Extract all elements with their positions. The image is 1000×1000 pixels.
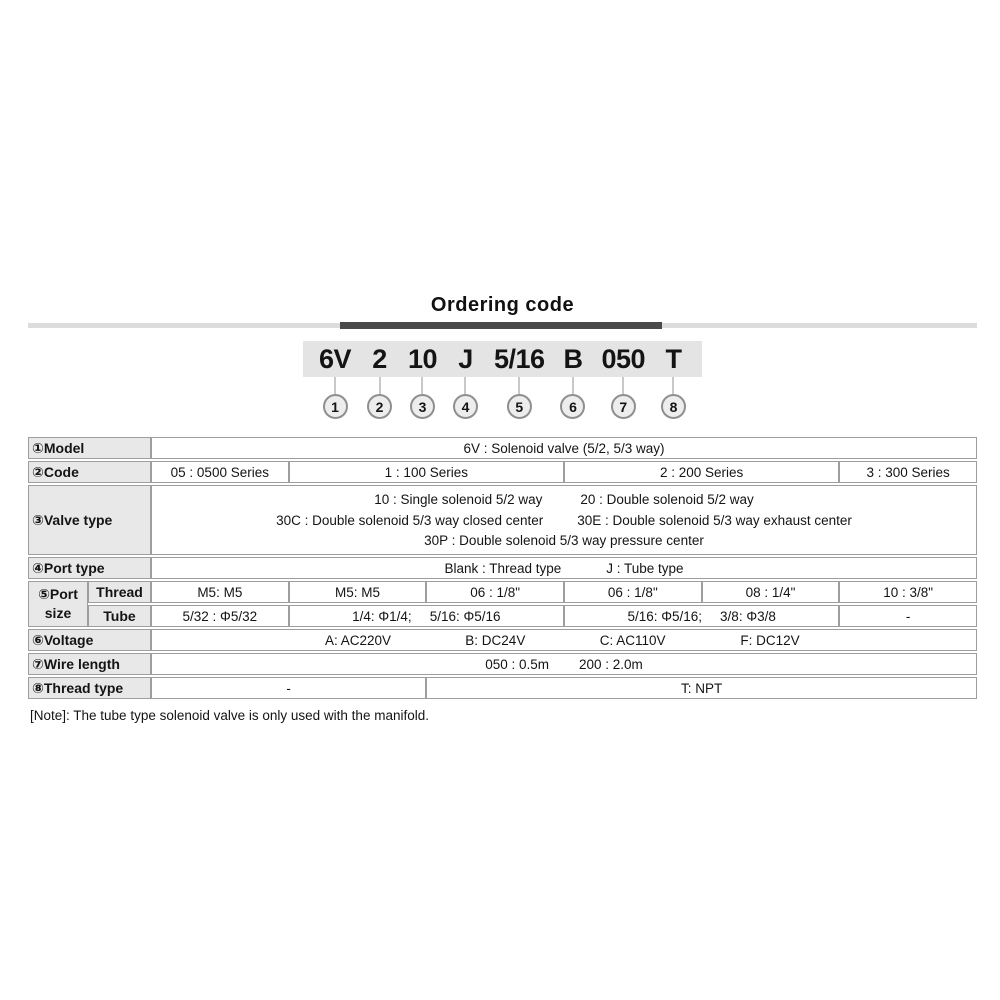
port-type-options — [444, 561, 683, 576]
row-label-model: ①Model — [28, 437, 151, 459]
thread-type-cell: T: NPT — [426, 677, 977, 699]
marker-circle: 7 — [611, 394, 636, 419]
code-segment-text: 10 — [407, 344, 438, 374]
valve-type-option: 30P : Double solenoid 5/3 way pressure center — [424, 533, 704, 549]
tube-size-option: 5/16: Φ5/16 — [429, 608, 501, 624]
voltage-option: C: AC110V — [599, 632, 666, 648]
wire-length-value — [151, 653, 977, 675]
code-segment — [601, 341, 645, 419]
marker-circle: 5 — [507, 394, 532, 419]
code-segment — [494, 341, 545, 419]
code-segment-text: 2 — [372, 344, 387, 374]
code-series-cell: 3 : 300 Series — [839, 461, 977, 483]
tube-size-cell — [564, 605, 839, 627]
tube-size-cell: - — [839, 605, 977, 627]
row-label-valve-type: ③Valve type — [28, 485, 151, 555]
tube-size-option: 1/4: Φ1/4; — [352, 608, 412, 624]
marker-circle: 6 — [560, 394, 585, 419]
model-value: 6V : Solenoid valve (5/2, 5/3 way) — [151, 437, 977, 459]
valve-type-line — [152, 533, 976, 548]
port-size-tube-label: Tube — [88, 605, 151, 627]
connector-line — [518, 377, 520, 394]
row-label-code: ②Code — [28, 461, 151, 483]
wire-length-options — [485, 657, 643, 672]
page-title: Ordering code — [430, 294, 575, 316]
port-type-option: Blank : Thread type — [444, 560, 562, 576]
ordering-code-table — [28, 437, 977, 699]
connector-line — [379, 377, 381, 394]
thread-size-cell: 08 : 1/4" — [702, 581, 840, 603]
tube-size-cell — [289, 605, 564, 627]
marker-circle: 1 — [323, 394, 348, 419]
tube-size-option: 3/8: Φ3/8 — [720, 608, 776, 624]
row-label-voltage: ⑥Voltage — [28, 629, 151, 651]
code-segment-text: 5/16 — [493, 344, 545, 374]
thread-size-cell: M5: M5 — [289, 581, 427, 603]
tube-size-option: 5/16: Φ5/16; — [627, 608, 703, 624]
row-label-port-size: ⑤Port size — [28, 581, 88, 627]
code-segment-text: 050 — [601, 344, 646, 374]
valve-type-option: 20 : Double solenoid 5/2 way — [580, 491, 754, 507]
code-segment-text: T — [665, 344, 682, 374]
thread-size-cell: M5: M5 — [151, 581, 289, 603]
tube-size-pair — [352, 609, 500, 624]
code-segment — [661, 341, 686, 419]
code-series-cell: 2 : 200 Series — [564, 461, 839, 483]
ordering-code-strip — [303, 341, 702, 419]
connector-line — [672, 377, 674, 394]
marker-circle: 3 — [410, 394, 435, 419]
row-label-wire-length: ⑦Wire length — [28, 653, 151, 675]
valve-type-option: 10 : Single solenoid 5/2 way — [374, 491, 543, 507]
footnote: [Note]: The tube type solenoid valve is only used with the manifold. — [30, 708, 429, 723]
code-series-cell: 05 : 0500 Series — [151, 461, 289, 483]
connector-line — [334, 377, 336, 394]
voltage-value — [151, 629, 977, 651]
code-segment — [453, 341, 478, 419]
valve-type-line — [152, 513, 976, 528]
thread-size-cell: 10 : 3/8" — [839, 581, 977, 603]
marker-circle: 4 — [453, 394, 478, 419]
port-type-value — [151, 557, 977, 579]
connector-line — [421, 377, 423, 394]
code-segment — [367, 341, 392, 419]
title-underline-dark — [340, 322, 662, 329]
voltage-option: A: AC220V — [324, 632, 392, 648]
tube-size-cell: 5/32 : Φ5/32 — [151, 605, 289, 627]
thread-size-cell: 06 : 1/8" — [564, 581, 702, 603]
connector-line — [622, 377, 624, 394]
thread-size-cell: 06 : 1/8" — [426, 581, 564, 603]
code-segment — [408, 341, 437, 419]
voltage-option: B: DC24V — [465, 632, 526, 648]
valve-type-option: 30E : Double solenoid 5/3 way exhaust center — [577, 512, 852, 528]
tube-size-pair — [627, 609, 775, 624]
connector-line — [464, 377, 466, 394]
wire-length-option: 050 : 0.5m — [485, 656, 549, 672]
marker-circle: 2 — [367, 394, 392, 419]
marker-circle: 8 — [661, 394, 686, 419]
code-series-cell: 1 : 100 Series — [289, 461, 564, 483]
row-label-thread-type: ⑧Thread type — [28, 677, 151, 699]
row-label-port-type: ④Port type — [28, 557, 151, 579]
code-segment-text: B — [563, 344, 583, 374]
valve-type-line — [152, 492, 976, 507]
wire-length-option: 200 : 2.0m — [579, 656, 643, 672]
code-segment-text: J — [458, 344, 473, 374]
code-segment-text: 6V — [319, 344, 352, 374]
code-segment — [319, 341, 351, 419]
valve-type-value — [151, 485, 977, 555]
port-type-option: J : Tube type — [606, 560, 684, 576]
port-size-thread-label: Thread — [88, 581, 151, 603]
connector-line — [572, 377, 574, 394]
voltage-option: F: DC12V — [740, 632, 800, 648]
code-segment — [560, 341, 585, 419]
thread-type-cell: - — [151, 677, 426, 699]
valve-type-option: 30C : Double solenoid 5/3 way closed center — [276, 512, 544, 528]
